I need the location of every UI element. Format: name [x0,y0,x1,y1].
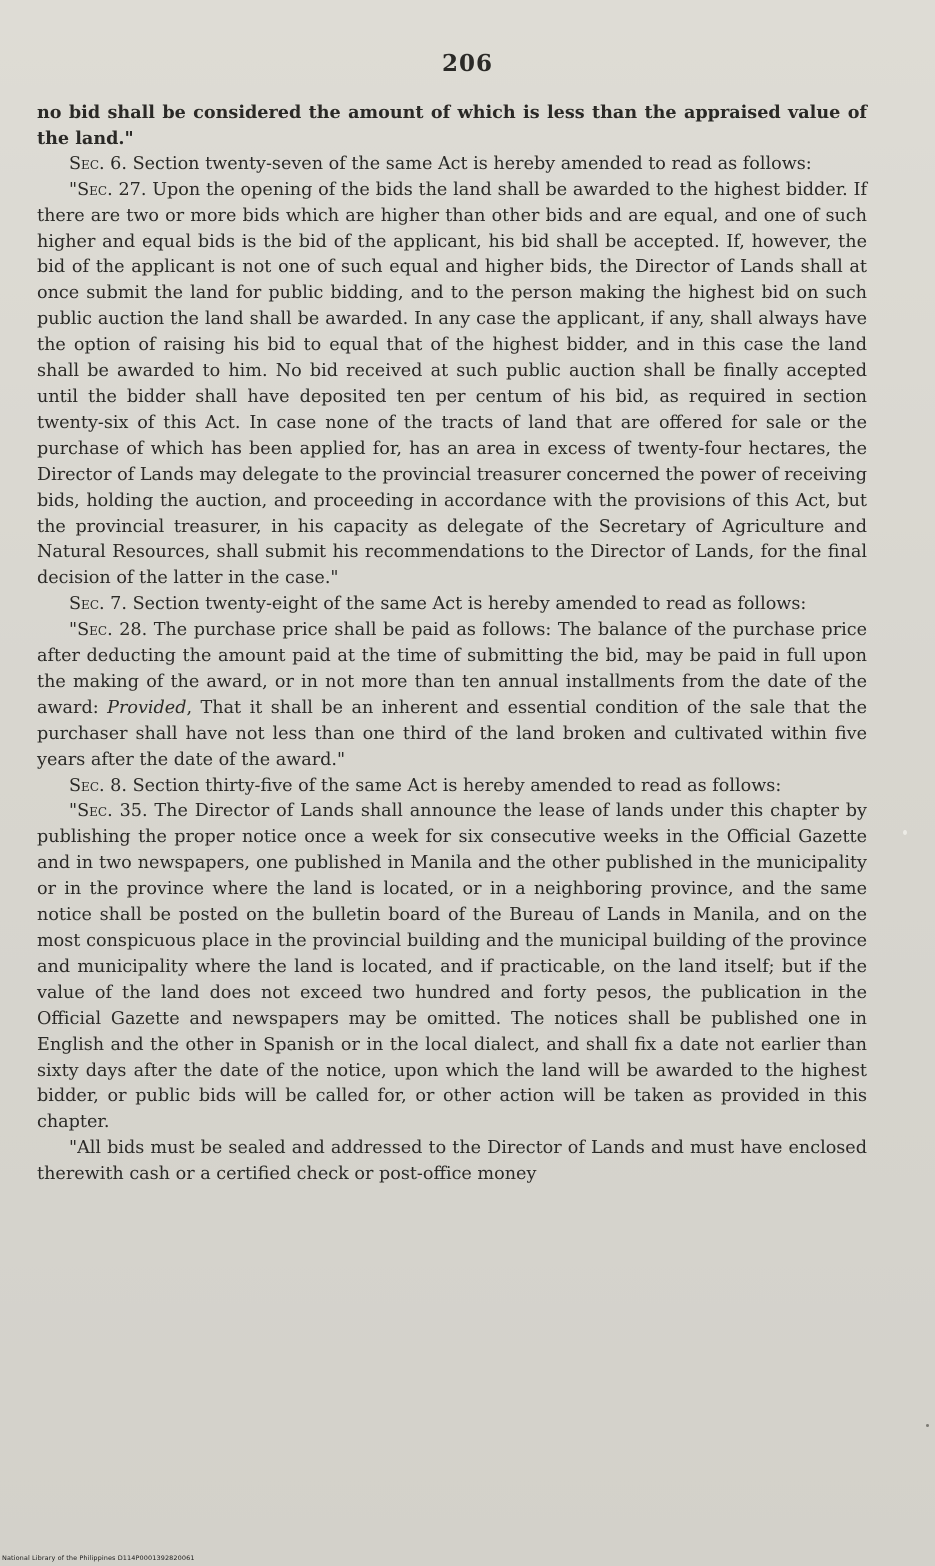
scan-speck [903,830,907,835]
scan-speck [926,1424,929,1427]
paragraph-continuation: no bid shall be considered the amount of which is less than the appraised value of the land." [37,102,867,149]
section-marker: Sec. [69,775,105,796]
provided-term: Provided [107,697,187,718]
paragraph-sec-7 [37,592,867,618]
paragraph-all-bids: "All bids must be sealed and addressed to the Director of Lands and must have enclosed therewith cash or a certified check or post-office money [37,1138,867,1185]
section-marker: Sec. [77,620,113,641]
scan-footer-label: National Library of the Philippines D114P0001392820061 [2,1554,195,1562]
opening-quote: " [69,801,78,822]
paragraph-text: 7. Section twenty-eight of the same Act is hereby amended to read as follows: [104,594,807,615]
page-number: 206 [441,50,493,77]
section-marker: Sec. [69,153,105,174]
section-marker: Sec. [77,179,113,200]
paragraph-sec-35 [37,799,867,1136]
opening-quote: " [69,179,78,200]
paragraph-text: 8. Section thirty-five of the same Act is hereby amended to read as follows: [104,775,782,796]
paragraph-sec-27 [37,178,867,593]
section-marker: Sec. [77,801,113,822]
section-marker: Sec. [69,594,105,615]
paragraph-text: , That it shall be an inherent and essential condition of the sale that the purchaser shall have not less than one third of the land broken and cultivated within five years after the date of the award." [37,697,867,770]
document-body [37,100,867,1188]
paragraph-sec-28 [37,618,867,773]
paragraph-text: 28. The purchase price shall be paid as follows: The balance of the purchase price after deducting the amount paid at the time of submitting the bid, may be paid in full upon the making of the award, or in not more than ten annual installments from the date of the award: [37,620,867,718]
paragraph-text: 27. Upon the opening of the bids the land shall be awarded to the highest bidder. If there are two or more bids which are higher than other bids and are equal, and one of such higher and equal bids is the bid of the applicant, his bid shall be accepted. If, however, the bid of the applicant is not one of such equal and higher bids, the Director of Lands shall at once submit the land for public bidding, and to the person making the highest bid on such public auction the land shall be awarded. In any case the applicant, if any, shall always have the option of raising his bid to equal that of the highest bidder, and in this case the land shall be awarded to him. No bid received at such public auction shall be finally accepted until the bidder shall have deposited ten per centum of his bid, as required in section twenty-six of this Act. In case none of the tracts of land that are offered for sale or the purchase of which has been applied for, has an area in excess of twenty-four hectares, the Director of Lands may delegate to the provincial treasurer concerned the power of receiving bids, holding the auction, and proceeding in accordance with the provisions of this Act, but the provincial treasurer, in his capacity as delegate of the Secretary of Agriculture and Natural Resources, shall submit his recommendations to the Director of Lands, for the final decision of the latter in the case." [37,179,867,589]
paragraph-text: 35. The Director of Lands shall announce the lease of lands under this chapter by publishing the proper notice once a week for six consecutive weeks in the Official Gazette and in two newspapers, one published in Manila and the other published in the municipality or in the province where the land is located, or in a neighboring province, and the same notice shall be posted on the bulletin board of the Bureau of Lands in Manila, and on the most conspicuous place in the provincial building and the municipal building of the province and municipality where the land is located, and if practicable, on the land itself; but if the value of the land does not exceed two hundred and forty pesos, the publication in the Official Gazette and newspapers may be omitted. The notices shall be published one in English and the other in Spanish or in the local dialect, and shall fix a date not earlier than sixty days after the date of the notice, upon which the land will be awarded to the highest bidder, or public bids will be called for, or other action will be taken as provided in this chapter. [37,801,867,1133]
paragraph-text: 6. Section twenty-seven of the same Act is hereby amended to read as follows: [104,153,812,174]
paragraph-sec-8 [37,774,867,800]
opening-quote: " [69,620,78,641]
paragraph-sec-6 [37,152,867,178]
